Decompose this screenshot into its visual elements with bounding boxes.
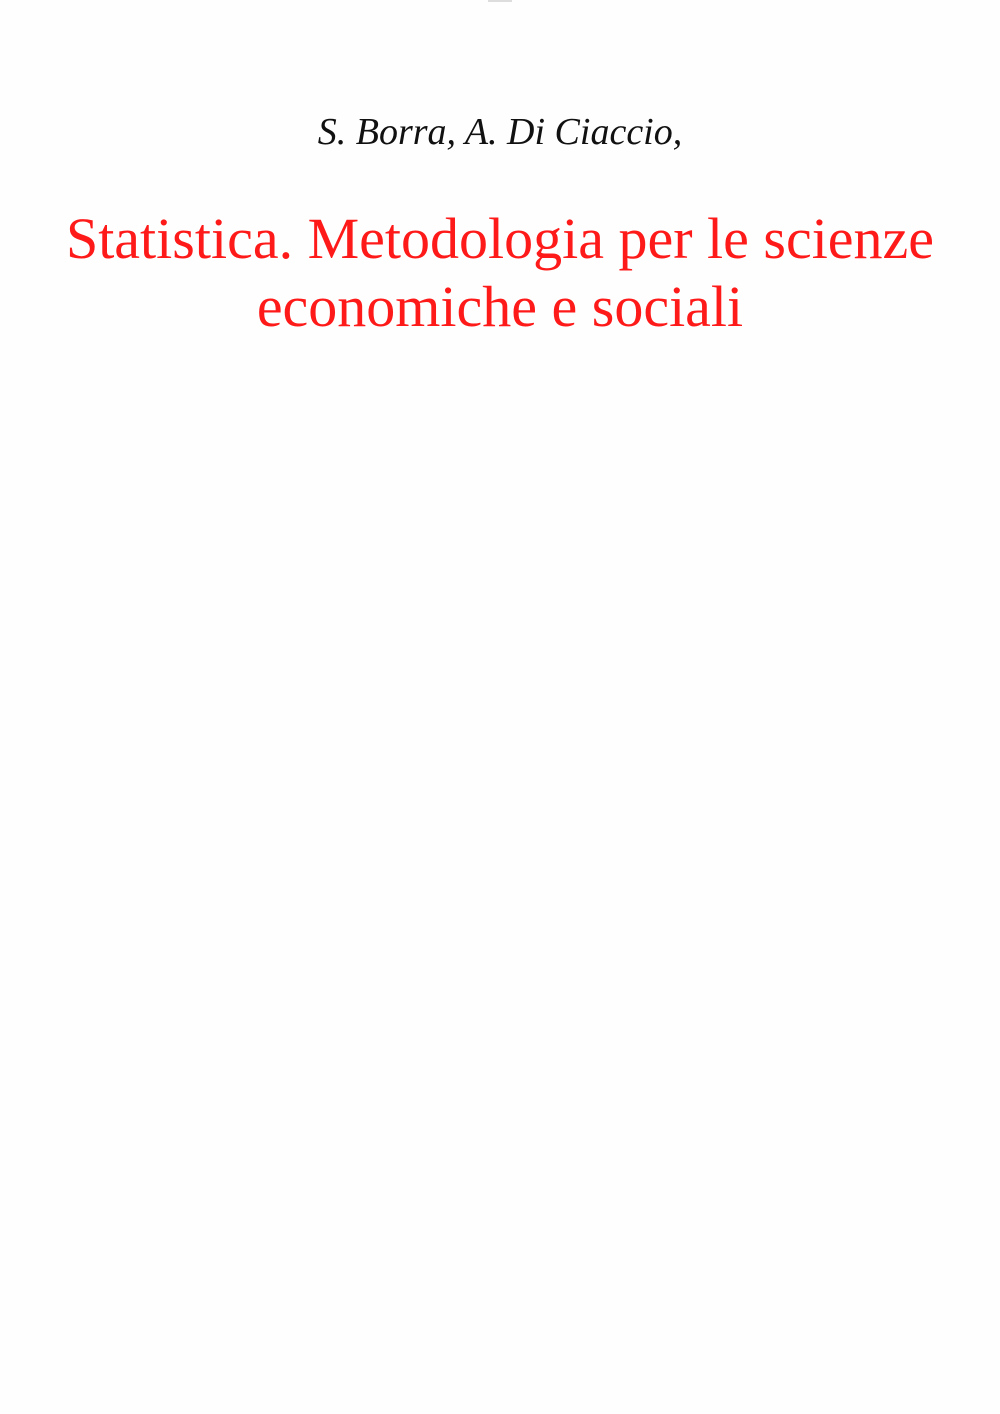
document-title <box>30 205 970 341</box>
title-line-1: Statistica. Metodologia per le scienze <box>65 206 935 271</box>
title-line-2: economiche e sociali <box>256 274 744 339</box>
authors-line: S. Borra, A. Di Ciaccio, <box>317 111 683 153</box>
page-header-mark <box>488 0 512 2</box>
